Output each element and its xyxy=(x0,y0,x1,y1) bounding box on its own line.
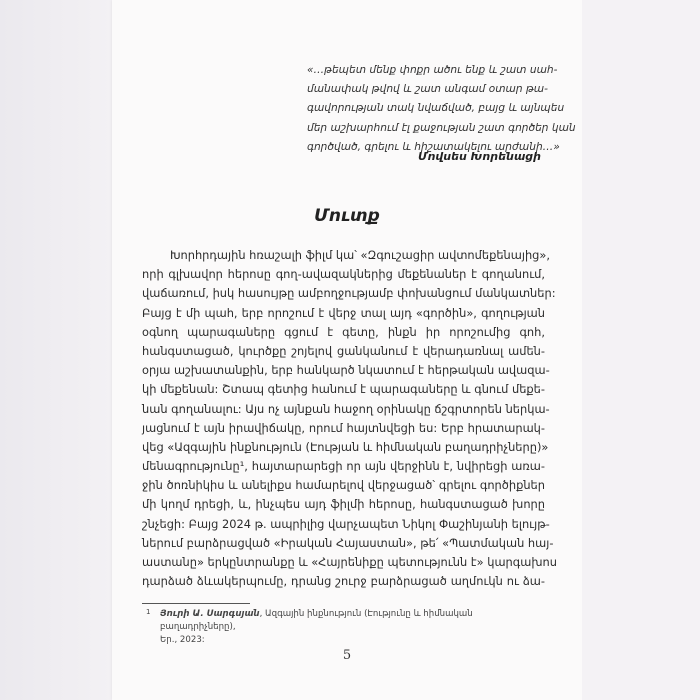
epigraph-line: գործված, գրելու և հիշատակելու արժանի…» xyxy=(307,140,560,153)
body-line: շնչեցի: Բայց 2024 թ. ապրիլից վարչապետ Նիկոլ Փաշինյանի ելույթ- xyxy=(142,516,550,531)
footnote-number: 1 xyxy=(146,608,151,616)
body-line: մի կողմ դրեցի, և, ինչպես այդ ֆիլմի հերոսը, հանգստացած խորը xyxy=(142,497,545,512)
epigraph-line: մանափակ թվով և շատ անգամ օտար թա- xyxy=(307,83,548,96)
body-line: Բայց է մի պահ, երբ որոշում է վերջ տալ այդ «գործին», գողության xyxy=(142,305,545,320)
body-line: նան գողանալու: Այս ոչ այնքան հաջող օրինակը ճշգրտորեն ներկա- xyxy=(142,401,550,416)
body-line: կի մեքենան: Շտապ գետից հանում է պարագաները և գնում մեքե- xyxy=(142,382,545,397)
page-number: 5 xyxy=(342,648,352,663)
body-line: ներում բարձրացված «Իրական Հայաստան», թե՛ «Պատմական հայ- xyxy=(142,535,554,550)
epigraph-quote xyxy=(307,62,576,158)
body-line: դարձած ձևակերպումը, դրանց շուրջ բարձրացած աղմուկն ու ձա- xyxy=(142,574,545,589)
body-line: ջին ծոռնիկիս և անելիքս համարելով վերջացած՝ գրելու գործիքներ xyxy=(142,478,545,493)
footnote-text-line2: Եր., 2023: xyxy=(160,635,205,645)
section-heading: Մուտք xyxy=(314,206,380,226)
body-line: հանգստացած, կուրծքը շոյելով ցանկանում է վերադառնալ ամեն- xyxy=(142,343,545,358)
epigraph-line: «…թեպետ մենք փոքր ածու ենք և շատ սահ- xyxy=(307,64,558,76)
body-line: Խորհրդային հռաշալի ֆիլմ կա՝ «Զգուշացիր ավտոմեքենայից», xyxy=(170,248,550,262)
epigraph-author: Մովսես Խորենացի xyxy=(418,150,541,163)
body-line: որի գլխավոր հերոսը գող-ավազակներից մեքենաներ է գողանում, xyxy=(142,267,545,282)
body-line: օգնող պարագաները գցում է գետը, ինքն իր որոշումից գոհ, xyxy=(142,324,545,339)
footnote-text: , Ազգային ինքնություն (Էությունը և հիմնական բաղադրիչները), xyxy=(160,609,473,632)
footnote-author: Յուրի Ա. Սարգսյան xyxy=(160,609,260,619)
body-line: վեց «Ազգային ինքնություն (Էության և հիմնական բաղադրիչները)» xyxy=(142,439,549,454)
body-line: մենագրությունը¹, հայտարարեցի որ այն վերջինն է, նվիրեցի առա- xyxy=(142,459,545,474)
epigraph-line: մեր աշխարհում էլ քաջության շատ գործեր կան xyxy=(307,121,576,134)
body-line: վաճառում, իսկ հասույթը ամբողջությամբ փոխանցում մանկատներ: xyxy=(142,286,556,301)
body-line: օրյա աշխատանքին, երբ հանկարծ նկատում է հերթական ավազա- xyxy=(142,363,550,378)
body-line: յացնում է այն իրավիճակը, որում հայտնվեցի ես: Երբ հրատարակ- xyxy=(142,420,545,435)
page-margin-right xyxy=(582,0,700,700)
body-paragraph xyxy=(142,246,557,591)
footnote-divider xyxy=(142,603,250,604)
footnote xyxy=(146,608,545,647)
body-line: աստանը» երկընտրանքը և «Հայրենիքը պետությունն է» կարգախոս xyxy=(142,555,557,569)
page-gutter-left xyxy=(0,0,112,700)
epigraph-line: գավորության տակ նվաճված, բայց և այնպես xyxy=(307,102,565,115)
